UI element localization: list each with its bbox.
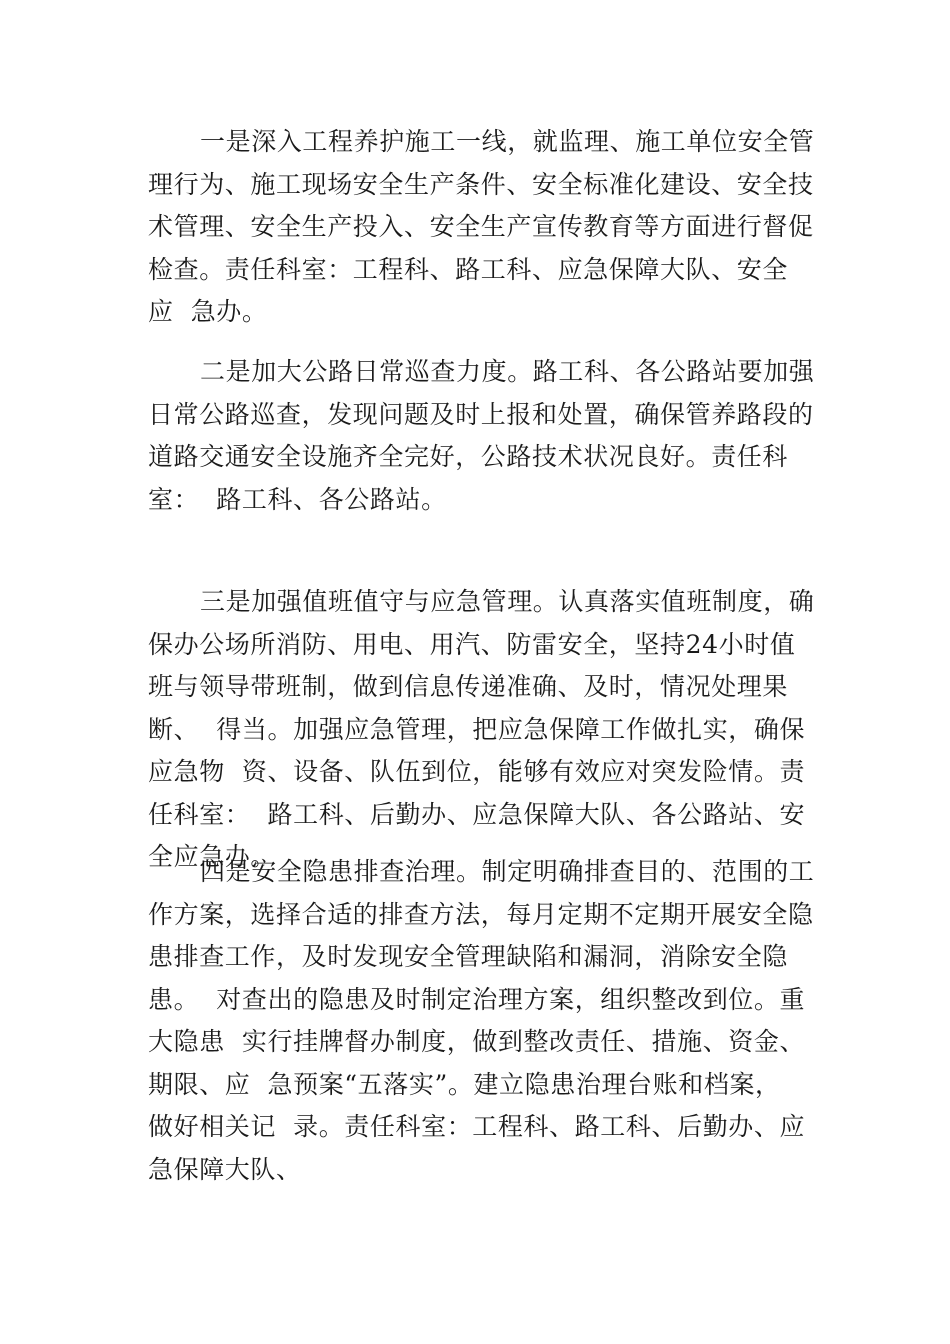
text-line: 理行为、施工现场安全生产条件、安全标准化建设、安全技 bbox=[148, 169, 814, 199]
text-line: 应 急办。 bbox=[148, 297, 268, 326]
text-line: 检查。责任科室：工程科、路工科、应急保障大队、安全 bbox=[148, 254, 789, 284]
text-line: 三是加强值班值守与应急管理。认真落实值班制度，确 bbox=[200, 587, 815, 616]
text-line: 四是安全隐患排查治理。制定明确排查目的、范围的工 bbox=[200, 857, 815, 886]
text-line: 期限、应 急预案“五落实”。建立隐患治理台账和档案， bbox=[148, 1069, 781, 1099]
text-line: 急保障大队、 bbox=[148, 1154, 302, 1184]
paragraph-hazard-management bbox=[148, 851, 828, 1191]
paragraph-duty-emergency bbox=[148, 581, 828, 879]
text-line: 断、 得当。加强应急管理，把应急保障工作做扎实，确保 bbox=[148, 714, 806, 744]
paragraph-inspection bbox=[148, 121, 828, 334]
text-line: 全应急办。 bbox=[148, 842, 277, 871]
text-line: 术管理、安全生产投入、安全生产宣传教育等方面进行督促 bbox=[148, 212, 814, 241]
text-line: 大隐患 实行挂牌督办制度，做到整改责任、措施、资金、 bbox=[148, 1027, 806, 1056]
text-line: 一是深入工程养护施工一线，就监理、施工单位安全管 bbox=[200, 127, 815, 156]
text-line: 室： 路工科、各公路站。 bbox=[148, 484, 447, 514]
text-line: 患。 对查出的隐患及时制定治理方案，组织整改到位。重 bbox=[148, 984, 806, 1014]
text-line: 任科室： 路工科、后勤办、应急保障大队、各公路站、安 bbox=[148, 799, 806, 829]
text-line: 道路交通安全设施齐全完好，公路技术状况良好。责任科 bbox=[148, 442, 789, 471]
text-line: 应急物 资、设备、队伍到位，能够有效应对突发险情。责 bbox=[148, 757, 806, 786]
text-line: 班与领导带班制，做到信息传递准确、及时，情况处理果 bbox=[148, 672, 789, 701]
text-line: 保办公场所消防、用电、用汽、防雷安全，坚持24小时值 bbox=[148, 629, 796, 659]
text-line: 患排查工作，及时发现安全管理缺陷和漏洞，消除安全隐 bbox=[148, 942, 789, 971]
text-line: 作方案，选择合适的排查方法，每月定期不定期开展安全隐 bbox=[148, 899, 814, 929]
text-line: 做好相关记 录。责任科室：工程科、路工科、后勤办、应 bbox=[148, 1112, 806, 1141]
text-line: 二是加大公路日常巡查力度。路工科、各公路站要加强 bbox=[200, 357, 815, 386]
text-line: 日常公路巡查，发现问题及时上报和处置，确保管养路段的 bbox=[148, 399, 814, 429]
paragraph-road-patrol bbox=[148, 351, 828, 521]
